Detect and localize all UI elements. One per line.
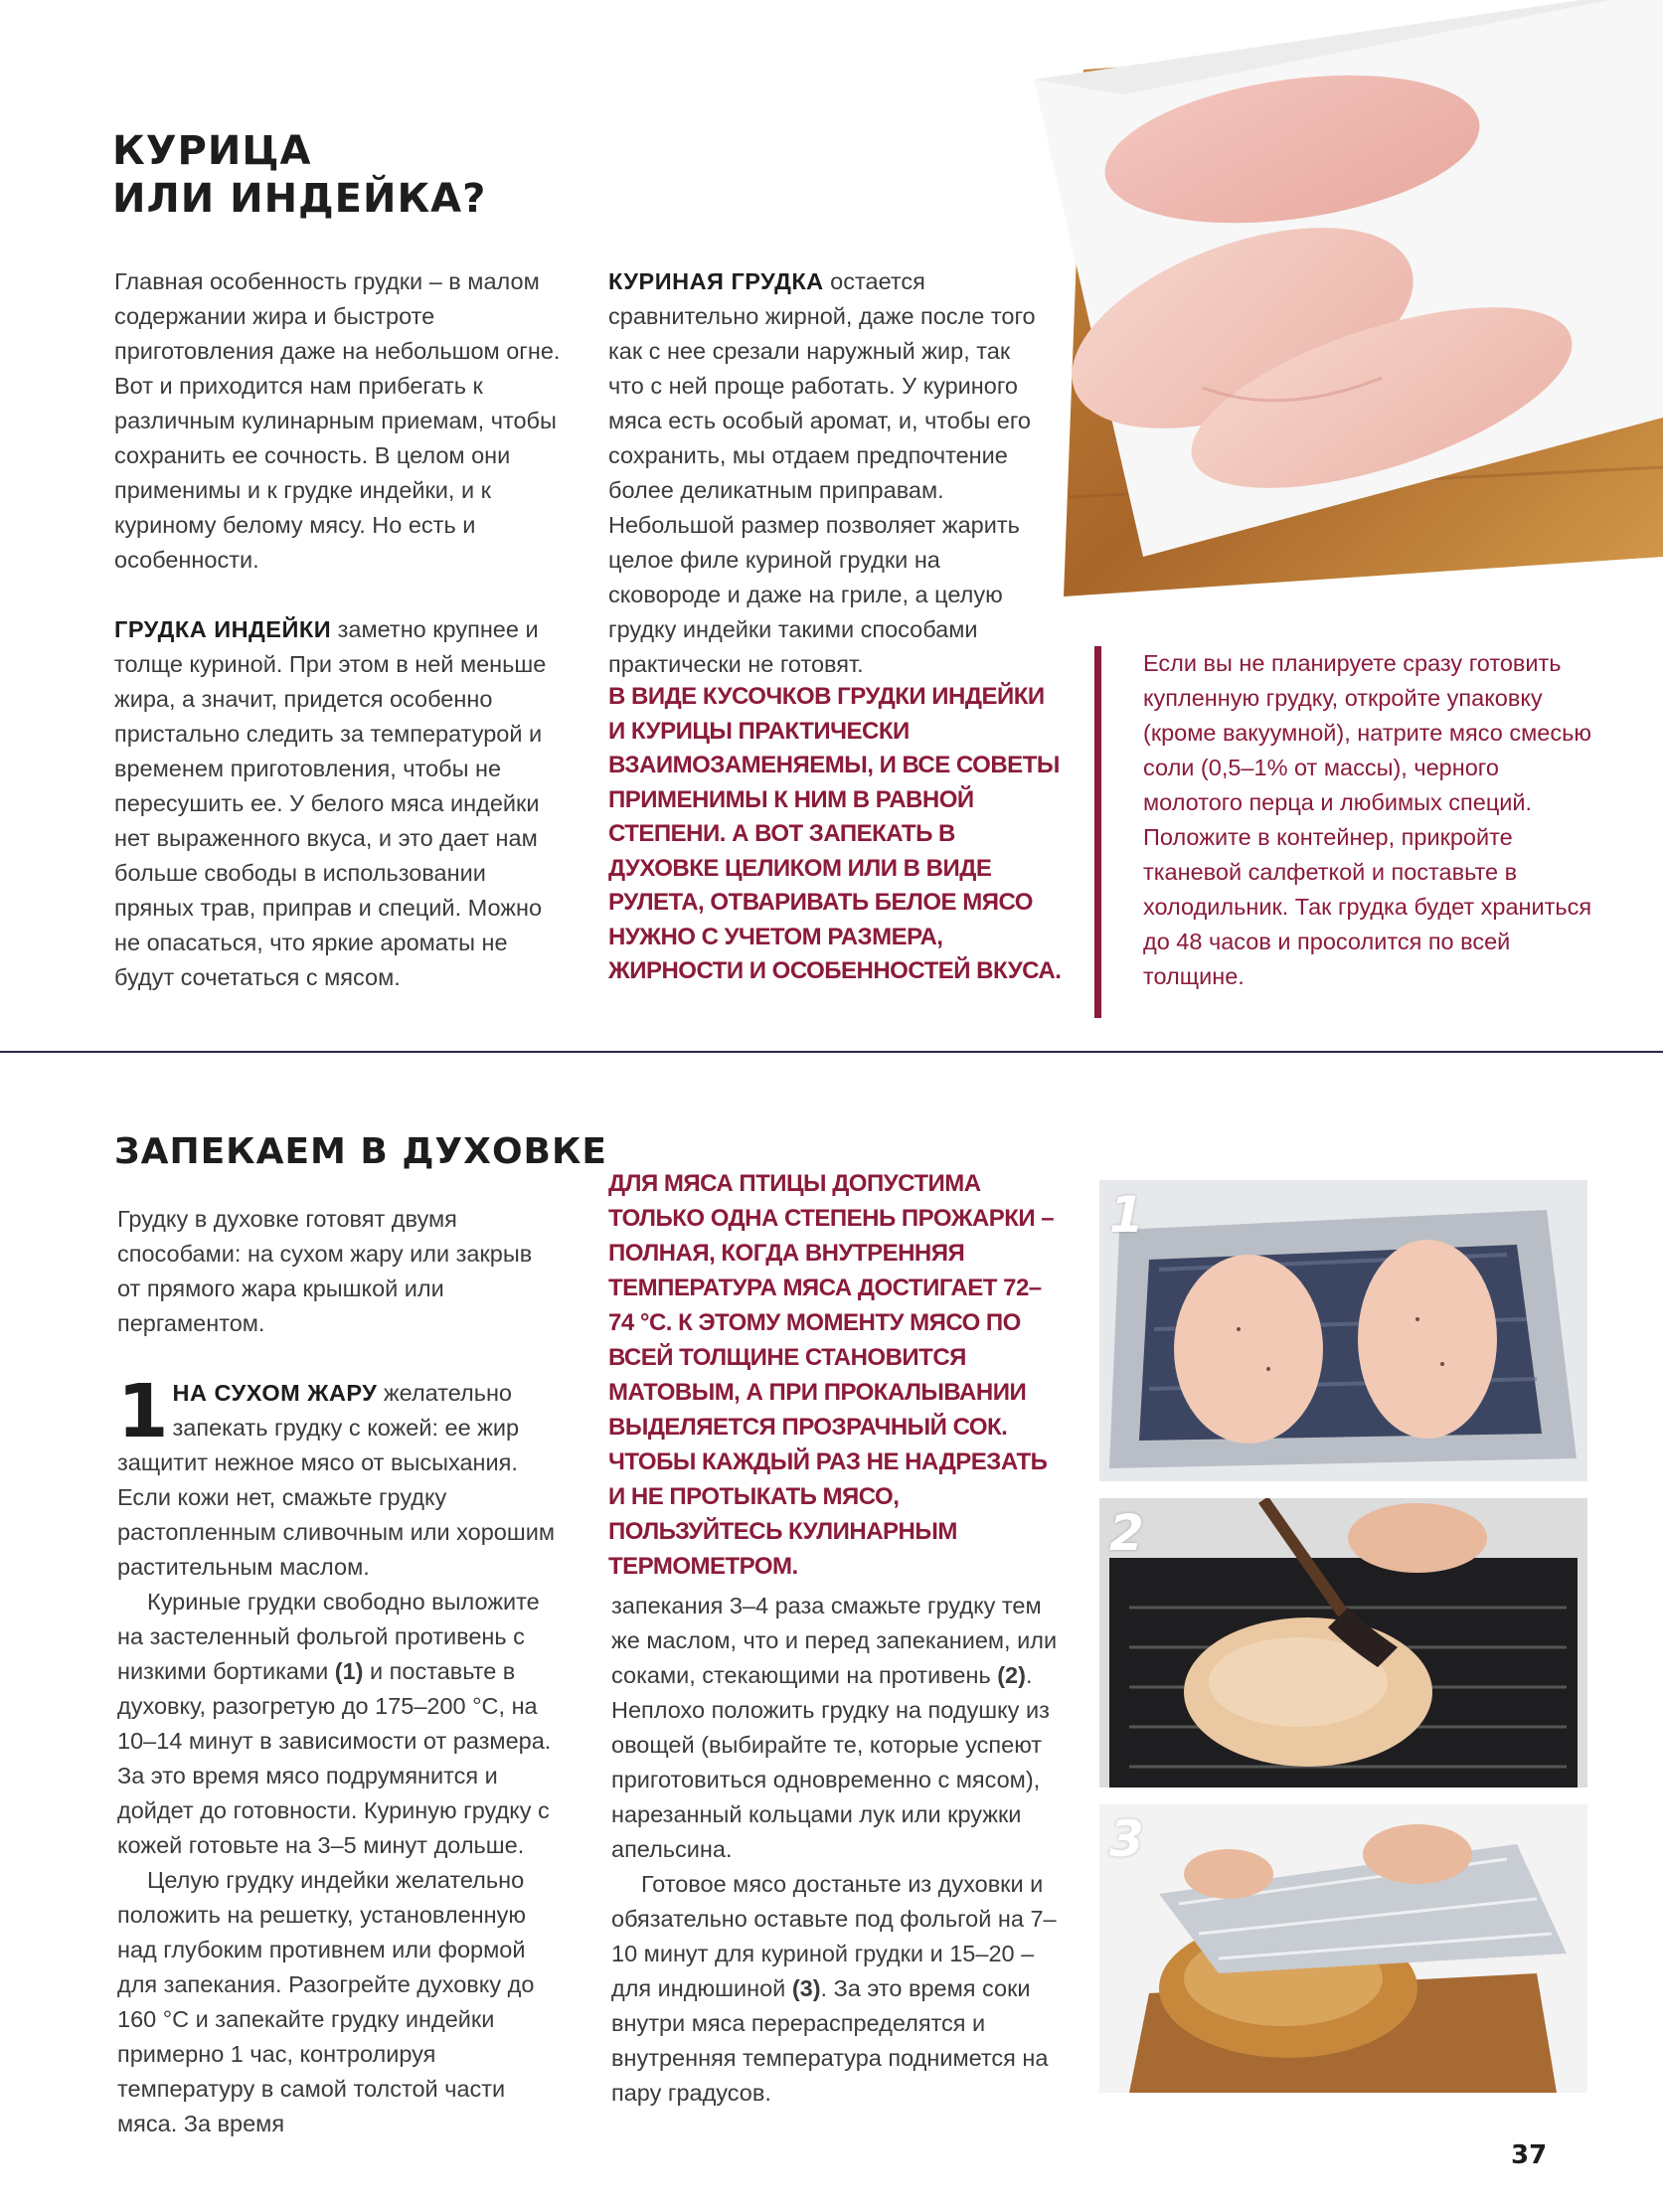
- hero-image-chicken-board: [1024, 0, 1663, 636]
- step-photo-2: [1099, 1498, 1587, 1787]
- step-number-3: 3: [1109, 1810, 1144, 1868]
- chicken-baking-paragraph: Куриные грудки свободно выложите на застеленный фольгой противень с низкими бортиками (1) и поставьте в духовку, разогретую до 175–200 °С, на 10–14 минут в зависимости от размера. За это время мясо подрумянится и дойдет до готовности. Куриную грудку с кожей готовьте на 3–5 минут дольше.: [117, 1589, 552, 1858]
- chicken-lead: КУРИНАЯ ГРУДКА: [608, 268, 824, 294]
- foil-tray-illustration: [1099, 1180, 1587, 1481]
- storage-tip: Если вы не планируете сразу готовить купленную грудку, откройте упаковку (кроме вакуумной), натрите мясо смесью соли (0,5–1% от массы), черного молотого перца и любимых специй. Положите в контейнер, прикройте тканевой салфеткой и поставьте в холодильник. Так грудка будет храниться до 48 часов и просолится по всей толщине.: [1143, 650, 1592, 989]
- section1-intro: Главная особенность грудки – в малом содержании жира и быстроте приготовления даже на небольшом огне. Вот и приходится нам прибегать к различным кулинарным приемам, чтобы сохранить ее сочность. В целом они применимы и к грудке индейки, и к куриному белому мясу. Но есть и особенности.: [114, 268, 561, 573]
- section1-title-line2: ИЛИ ИНДЕЙКА?: [112, 176, 487, 222]
- step-number-2: 2: [1109, 1504, 1144, 1562]
- section2-pull-quote: ДЛЯ МЯСА ПТИЦЫ ДОПУСТИМА ТОЛЬКО ОДНА СТЕПЕНЬ ПРОЖАРКИ – ПОЛНАЯ, КОГДА ВНУТРЕННЯЯ ТЕМПЕРАТУРА МЯСА ДОСТИГАЕТ 72–74 °С. К ЭТОМУ МОМЕНТУ МЯСО ПО ВСЕЙ ТОЛЩИНЕ СТАНОВИТСЯ МАТОВЫМ, А ПРИ ПРОКАЛЫВАНИИ ВЫДЕЛЯЕТСЯ ПРОЗРАЧНЫЙ СОК. ЧТОБЫ КАЖДЫЙ РАЗ НЕ НАДРЕЗАТЬ И НЕ ПРОТЫКАТЬ МЯСО, ПОЛЬЗУЙТЕСЬ КУЛИНАРНЫМ ТЕРМОМЕТРОМ.: [608, 1170, 1055, 1580]
- dry-heat-text: желательно запекать грудку с кожей: ее жир защитит нежное мясо от высыхания. Если кожи нет, смажьте грудку растопленным сливочным или хорошим растительным маслом.: [117, 1380, 555, 1580]
- dry-heat-lead: НА СУХОМ ЖАРУ: [172, 1380, 378, 1406]
- photo-ref-1: (1): [334, 1658, 364, 1684]
- photo-ref-3: (3): [791, 1975, 821, 2001]
- section1-pull-quote: В ВИДЕ КУСОЧКОВ ГРУДКИ ИНДЕЙКИ И КУРИЦЫ ПРАКТИЧЕСКИ ВЗАИМОЗАМЕНЯЕМЫ, И ВСЕ СОВЕТЫ ПРИМЕНИМЫ К НИМ В РАВНОЙ СТЕПЕНИ. А ВОТ ЗАПЕКАТЬ В ДУХОВКЕ ЦЕЛИКОМ ИЛИ В ВИДЕ РУЛЕТА, ОТВАРИВАТЬ БЕЛОЕ МЯСО НУЖНО С УЧЕТОМ РАЗМЕРА, ЖИРНОСТИ И ОСОБЕННОСТЕЙ ВКУСА.: [608, 683, 1062, 984]
- page-number: 37: [1511, 2140, 1548, 2170]
- basting-illustration: [1099, 1498, 1587, 1787]
- section2-column2: [611, 1589, 1064, 2111]
- tip-accent-bar: [1094, 646, 1101, 1018]
- dry-heat-paragraph: [117, 1369, 555, 1585]
- step-photo-3: [1099, 1804, 1587, 2093]
- section1-column2: [608, 264, 1051, 682]
- photo-ref-2: (2): [997, 1662, 1026, 1688]
- basting-paragraph: запекания 3–4 раза смажьте грудку тем же маслом, что и перед запеканием, или соками, стекающими на противень (2). Неплохо положить грудку на подушку из овощей (выбирайте те, которые успеют приготовиться одновременно с мясом), нарезанный кольцами лук или кружки апельсина.: [611, 1593, 1058, 1862]
- chicken-text: остается сравнительно жирной, даже после того как с нее срезали наружный жир, так что с ней проще работать. У куриного мяса есть особый аромат, и, чтобы его сохранить, мы отдаем предпочтение более деликатным приправам. Небольшой размер позволяет жарить целое филе куриной грудки на сковороде и даже на гриле, а целую грудку индейки такими способами практически не готовят.: [608, 268, 1036, 677]
- chicken-board-illustration: [1024, 0, 1663, 636]
- step-photo-1: [1099, 1180, 1587, 1481]
- section-divider: [0, 1051, 1663, 1053]
- resting-paragraph: Готовое мясо достаньте из духовки и обязательно оставьте под фольгой на 7–10 минут для куриной грудки и 15–20 – для индюшиной (3). За это время соки внутри мяса перераспределятся и внутренняя температура поднимется на пару градусов.: [611, 1871, 1057, 2106]
- section1-title-line1: КУРИЦА: [112, 128, 312, 174]
- resting-under-foil-illustration: [1099, 1804, 1587, 2093]
- section2-intro: Грудку в духовке готовят двумя способами: на сухом жару или закрыв от прямого жара крышкой или пергаментом.: [117, 1206, 533, 1336]
- turkey-paragraph: [114, 612, 562, 995]
- section1-column1: [114, 264, 562, 995]
- section2-title: ЗАПЕКАЕМ В ДУХОВКЕ: [114, 1131, 608, 1172]
- turkey-lead: ГРУДКА ИНДЕЙКИ: [114, 616, 332, 642]
- section1-title: [112, 127, 486, 223]
- turkey-text: заметно крупнее и толще куриной. При этом в ней меньше жира, а значит, придется особенно пристально следить за температурой и временем приготовления, чтобы не пересушить ее. У белого мяса индейки нет выраженного вкуса, и это дает нам больше свободы в использовании пряных трав, приправ и специй. Можно не опасаться, что яркие ароматы не будут сочетаться с мясом.: [114, 616, 547, 990]
- section2-column1: [117, 1202, 555, 2141]
- turkey-baking-paragraph: Целую грудку индейки желательно положить на решетку, установленную над глубоким противнем или формой для запекания. Разогрейте духовку до 160 °С и запекайте грудку индейки примерно 1 час, контролируя температуру в самой толстой части мяса. За время: [117, 1867, 535, 2136]
- step-number-1: 1: [1109, 1186, 1144, 1244]
- chicken-paragraph: [608, 264, 1051, 682]
- dropcap-number: 1: [117, 1369, 169, 1454]
